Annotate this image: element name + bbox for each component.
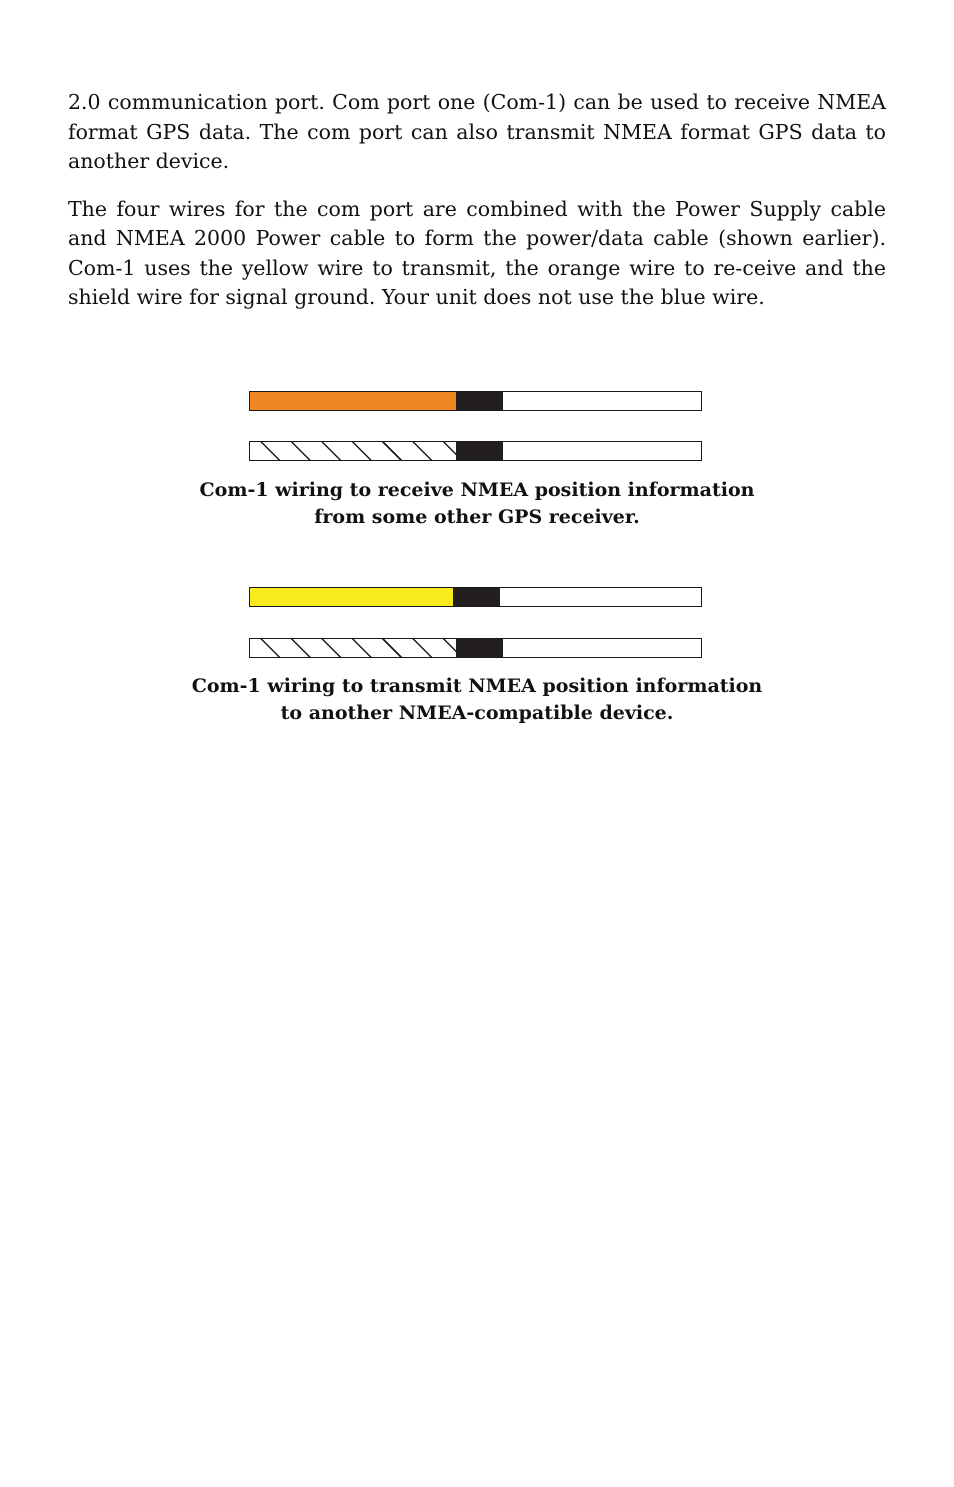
paragraph-wire-description: The four wires for the com port are combined with the Power Supply cable and NMEA 2000 Power cable to form the power/data cable (shown earlier). Com-1 uses the yellow wire to transmit, the orange wire to re-ceive and the shield wire for signal ground. Your unit does not use the blue wire.	[68, 196, 886, 309]
caption-line-2: to another NMEA-compatible device.	[280, 702, 674, 724]
wire-connector	[456, 391, 503, 411]
paragraph-com-port-intro: 2.0 communication port. Com port one (Com-1) can be used to receive NMEA format GPS data. The com port can also transmit NMEA format GPS data to another device.	[68, 90, 886, 173]
caption-line-2: from some other GPS receiver.	[314, 506, 640, 528]
yellow-wire-fill	[250, 588, 455, 606]
caption-line-1: Com-1 wiring to receive NMEA position information	[199, 479, 755, 501]
shield-wire-hatching	[250, 639, 458, 657]
shield-wire	[249, 441, 702, 461]
orange-wire-fill	[250, 392, 458, 410]
orange-wire	[249, 391, 702, 411]
caption-line-1: Com-1 wiring to transmit NMEA position information	[191, 675, 763, 697]
shield-wire-hatching	[250, 442, 458, 460]
wire-connector	[453, 587, 500, 607]
shield-wire	[249, 638, 702, 658]
yellow-wire	[249, 587, 702, 607]
figure-caption	[0, 477, 954, 531]
body-text	[68, 88, 886, 331]
wire-connector	[456, 638, 503, 658]
wire-connector	[456, 441, 503, 461]
figure-caption	[0, 673, 954, 727]
